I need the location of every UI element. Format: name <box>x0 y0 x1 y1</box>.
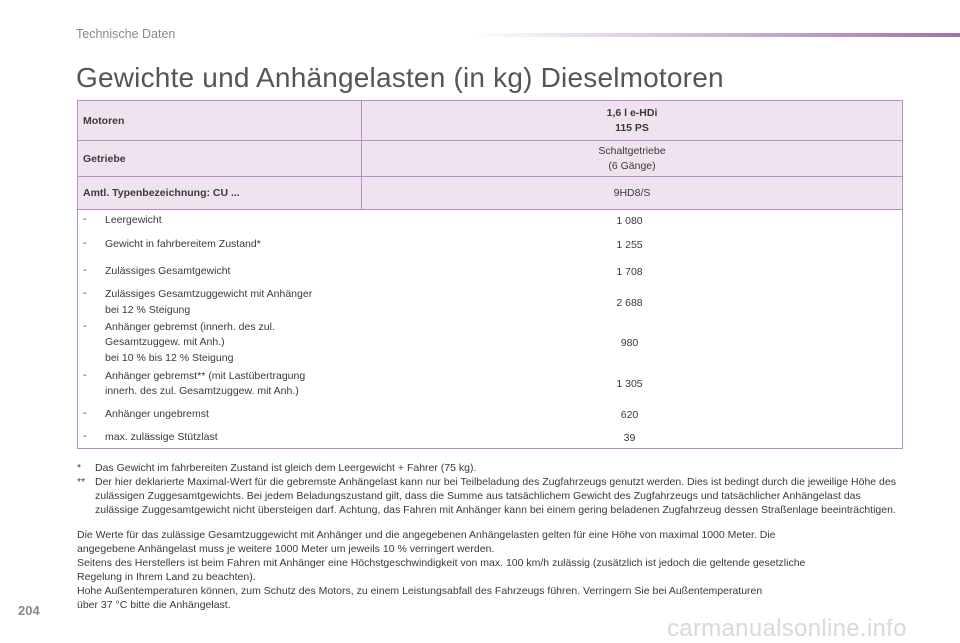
row-label-line: bei 12 % Steigung <box>105 303 191 316</box>
weights-body <box>78 210 903 449</box>
row-value: 39 <box>623 432 636 444</box>
row-dash: - <box>83 430 87 443</box>
row-label-line: Zulässiges Gesamtgewicht <box>105 264 231 277</box>
row-value: 1 080 <box>616 215 643 227</box>
row-label <box>105 213 162 229</box>
row-label-line: Anhänger ungebremst <box>105 408 209 421</box>
row-value: 980 <box>620 337 639 349</box>
row-dash: - <box>83 213 87 226</box>
row-label <box>105 407 209 423</box>
row-label-line: Leergewicht <box>105 214 162 227</box>
table-row <box>78 320 902 366</box>
row-dash: - <box>83 287 87 299</box>
typ-label: Amtl. Typenbezeichnung: CU ... <box>78 177 362 210</box>
row-label-line: Anhänger gebremst** (mit Lastübertragung <box>105 369 306 382</box>
section-title: Technische Daten <box>76 27 176 41</box>
row-value: 2 688 <box>616 296 643 309</box>
row-label <box>105 320 275 367</box>
row-label <box>105 237 261 253</box>
motoren-label: Motoren <box>78 101 362 141</box>
table-row <box>78 232 902 258</box>
footnotes <box>77 461 907 612</box>
row-label-line: Gesamtzuggew. mit Anh.) <box>105 336 225 349</box>
footnote-1 <box>77 461 907 475</box>
row-dash: - <box>83 319 87 332</box>
info-line: Die Werte für das zulässige Gesamtzuggewicht mit Anhänger und die angegebenen Anhängelasten gelten für eine Höhe von maximal 1000 Meter. Die <box>77 529 776 541</box>
row-label <box>105 287 312 318</box>
table-row <box>78 285 902 320</box>
page-number: 204 <box>18 603 40 618</box>
row-label-line: bei 10 % bis 12 % Steigung <box>105 351 234 364</box>
row-typ <box>78 177 903 210</box>
table-row <box>78 258 902 285</box>
footnote-2 <box>77 475 907 517</box>
table-row <box>78 428 902 448</box>
page-title: Gewichte und Anhängelasten (in kg) Dieselmotoren <box>76 62 724 93</box>
row-weights <box>78 210 903 449</box>
info-line: über 37 °C bitte die Anhängelast. <box>77 599 231 611</box>
row-value: 1 708 <box>616 265 643 278</box>
row-dash: - <box>83 368 87 381</box>
getriebe-label: Getriebe <box>78 141 362 177</box>
row-label <box>105 430 218 446</box>
row-dash: - <box>83 407 87 420</box>
row-dash: - <box>83 263 87 276</box>
info-paragraph <box>77 528 897 612</box>
weights-rows <box>78 210 902 448</box>
footnote-text: Der hier deklarierte Maximal-Wert für die gebremste Anhängelast kann nur bei Teilbeladung des Zugfahrzeugs genutzt werden. Dies ist bedingt durch die jeweilige Höhe des zulässigen Zuggesamtgewichts. Bei jedem Beladungszustand gilt, dass die Summe aus tatsächlichem Gewicht des Zugfahrzeugs und tatsächlicher Anhängelast das zulässige Zuggesamtgewicht nicht übersteigen darf. Achtung, das Fahren mit Anhänger kann bei einem gering beladenen Zugfahrzeug dessen Straßenlage beeinträchtigen. <box>95 476 896 516</box>
getriebe-value <box>362 141 903 177</box>
motoren-value-line1: 1,6 l e-HDi <box>606 106 658 119</box>
watermark: carmanualsonline.info <box>667 615 907 642</box>
footnote-marker: * <box>77 462 82 474</box>
table-row <box>78 366 902 402</box>
row-dash: - <box>83 237 87 250</box>
getriebe-value-line2: (6 Gänge) <box>608 159 656 172</box>
row-motoren <box>78 101 903 141</box>
row-label <box>105 264 230 280</box>
row-value: 620 <box>620 409 639 421</box>
row-value: 1 305 <box>616 378 643 390</box>
row-label <box>105 369 305 400</box>
info-line: Hohe Außentemperaturen können, zum Schutz des Motors, zu einem Leistungsabfall des Fahrzeugs führen. Verringern Sie bei Außentemperaturen <box>77 585 763 597</box>
row-label-line: Gewicht in fahrbereitem Zustand* <box>105 238 261 251</box>
weights-table <box>77 100 903 449</box>
footnote-marker: ** <box>77 476 86 488</box>
table-row <box>78 402 902 428</box>
footnote-text: Das Gewicht im fahrbereiten Zustand ist gleich dem Leergewicht + Fahrer (75 kg). <box>95 462 477 474</box>
info-line: Seitens des Herstellers ist beim Fahren mit Anhänger eine Höchstgeschwindigkeit von max. 100 km/h zulässig (zusätzlich ist jedoch die geltende gesetzliche <box>77 557 806 569</box>
motoren-value-line2: 115 PS <box>615 121 649 134</box>
row-label-line: Zulässiges Gesamtzuggewicht mit Anhänger <box>105 288 313 300</box>
info-line: Regelung in Ihrem Land zu beachten). <box>77 571 256 583</box>
row-label-line: max. zulässige Stützlast <box>105 431 218 444</box>
row-getriebe <box>78 141 903 177</box>
info-line: angegebene Anhängelast muss je weitere 1000 Meter um jeweils 10 % verringert werden. <box>77 543 495 555</box>
row-label-line: innerh. des zul. Gesamtzuggew. mit Anh.) <box>105 385 299 397</box>
row-label-line: Anhänger gebremst (innerh. des zul. <box>105 320 275 333</box>
table-row <box>78 210 902 232</box>
getriebe-value-line1: Schaltgetriebe <box>598 144 666 157</box>
section-header-bar <box>470 33 960 37</box>
row-value: 1 255 <box>616 239 643 251</box>
typ-value: 9HD8/S <box>362 177 903 210</box>
motoren-value <box>362 101 903 141</box>
